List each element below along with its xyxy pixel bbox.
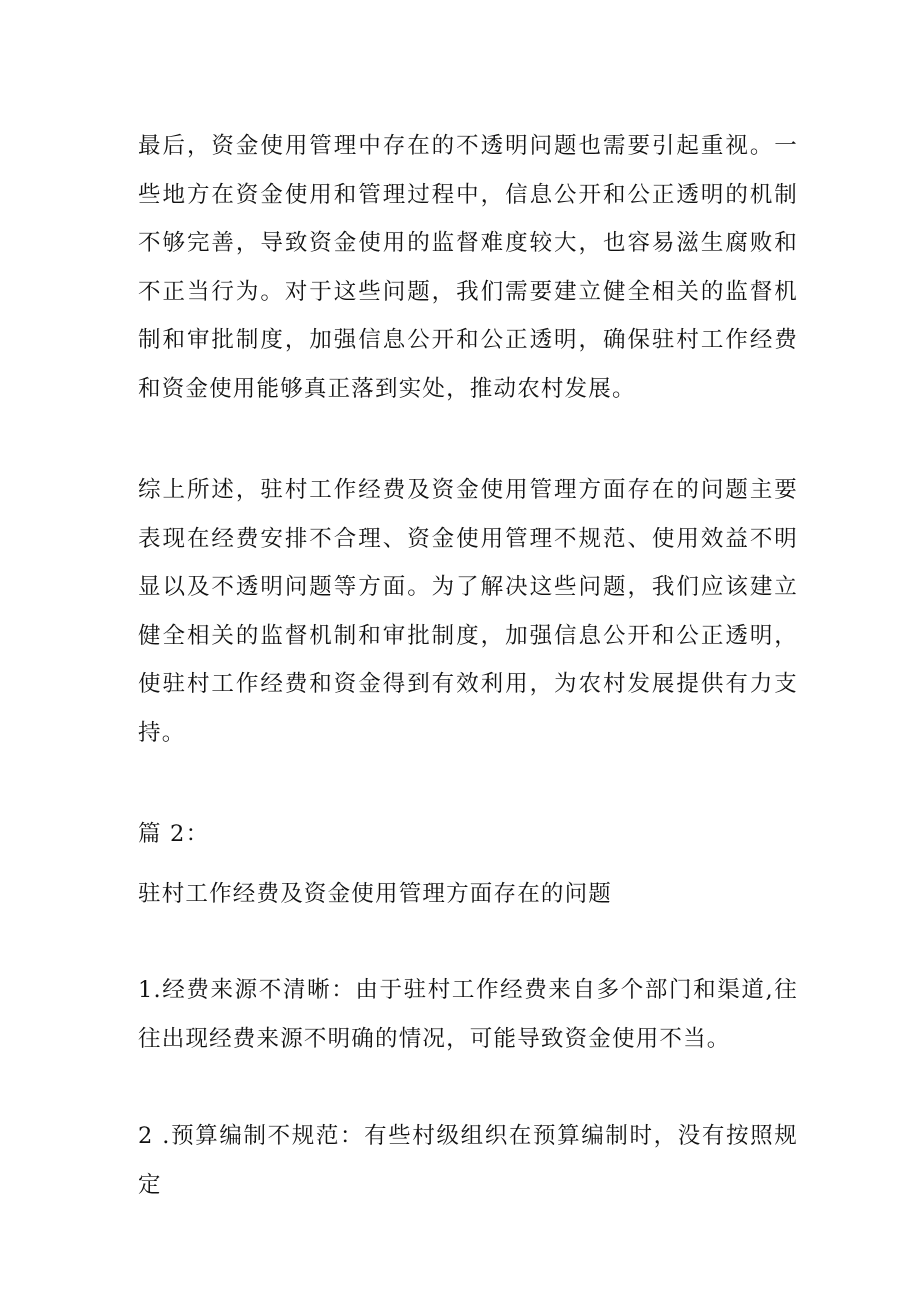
list-item-funding-source: 1.经费来源不清晰：由于驻村工作经费来自多个部门和渠道,往往出现经费来源不明确的情况，可能导致资金使用不当。 [138,977,798,1052]
section-heading: 篇 2： [138,821,210,847]
section-title: 驻村工作经费及资金使用管理方面存在的问题 [138,881,613,907]
paragraph-conclusion-transparency: 最后，资金使用管理中存在的不透明问题也需要引起重视。一些地方在资金使用和管理过程中，信息公开和公正透明的机制不够完善，导致资金使用的监督难度较大，也容易滋生腐败和不正当行为。对于这些问题，我们需要建立健全相关的监督机制和审批制度，加强信息公开和公正透明，确保驻村工作经费和资金使用能够真正落到实处，推动农村发展。 [138,133,798,402]
paragraph-summary: 综上所述，驻村工作经费及资金使用管理方面存在的问题主要表现在经费安排不合理、资金使用管理不规范、使用效益不明显以及不透明问题等方面。为了解决这些问题，我们应该建立健全相关的监督机制和审批制度，加强信息公开和公正透明，使驻村工作经费和资金得到有效利用，为农村发展提供有力支持。 [138,477,798,746]
list-item-budget-compilation: 2 .预算编制不规范：有些村级组织在预算编制时，没有按照规定 [138,1123,798,1198]
